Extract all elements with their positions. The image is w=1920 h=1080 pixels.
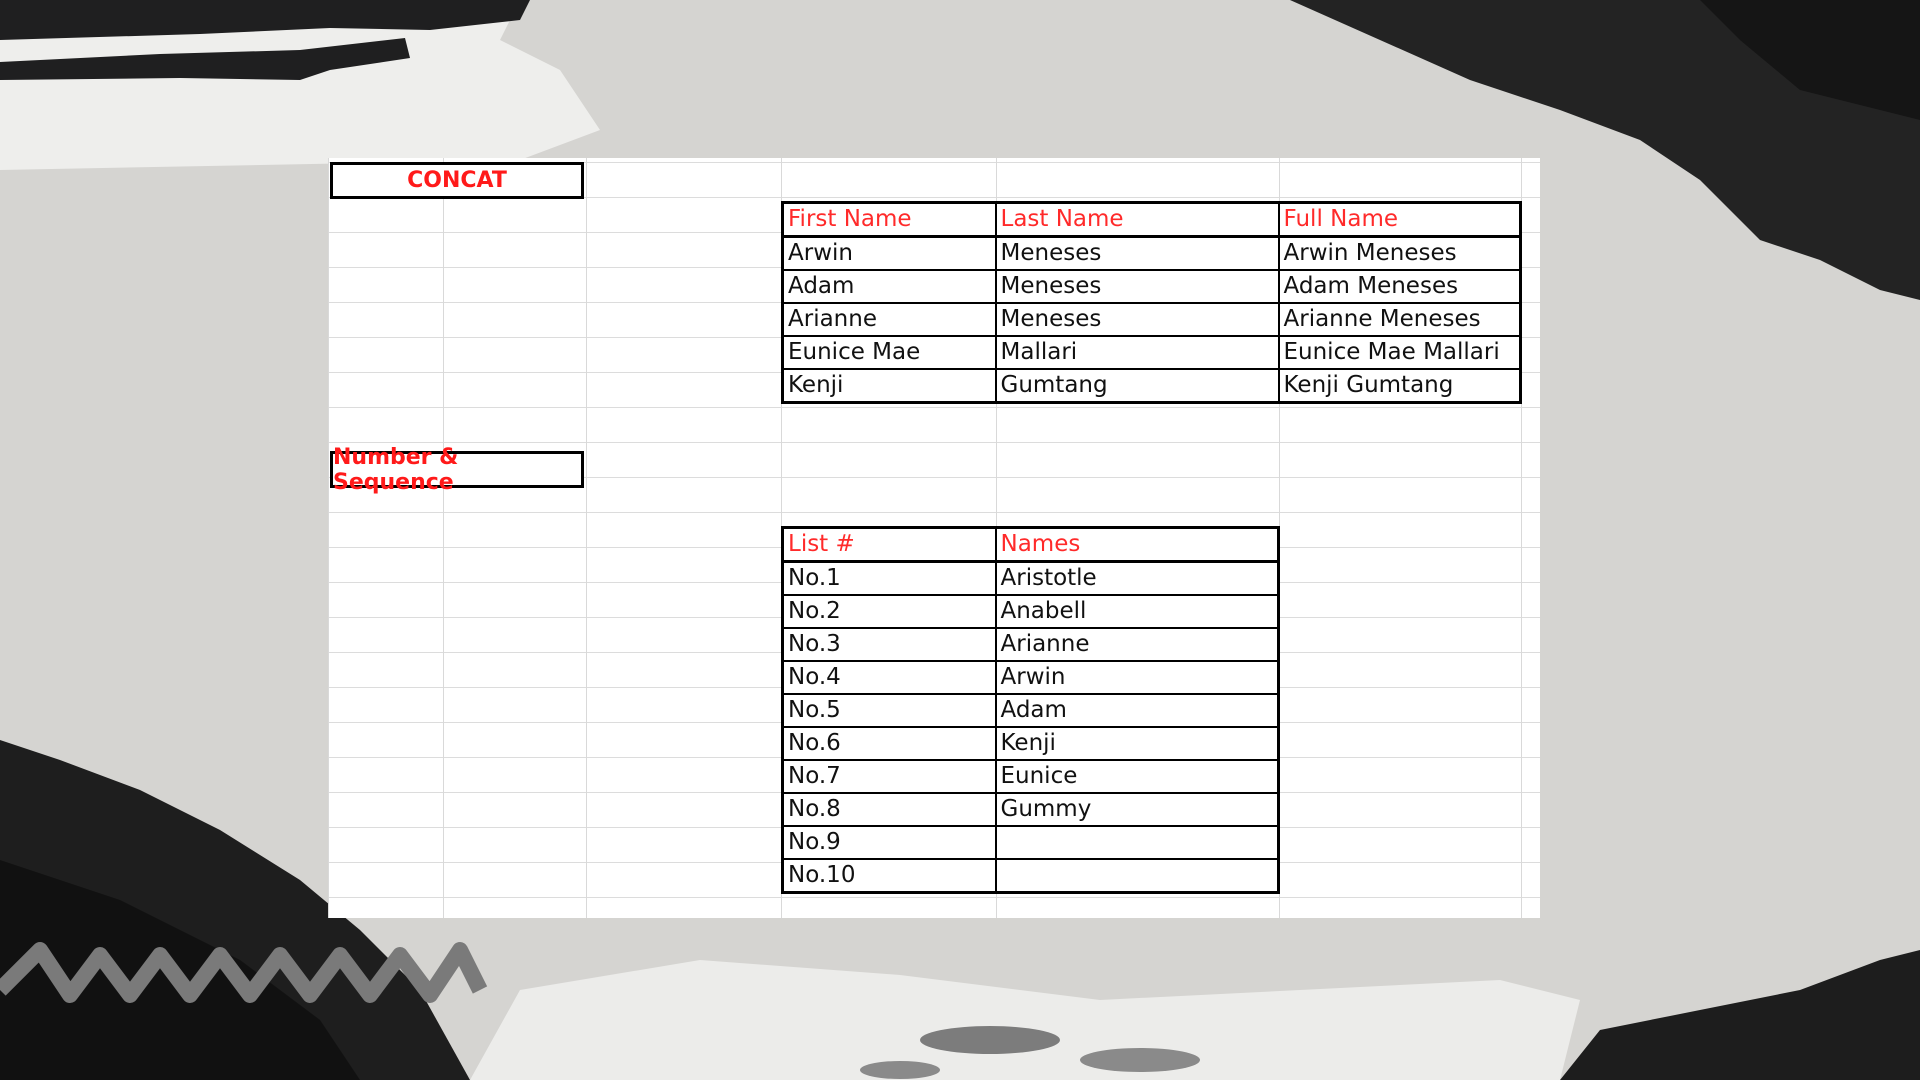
sequence-header-row	[783, 528, 1279, 562]
table-row	[783, 661, 1279, 694]
cell-name[interactable]	[996, 859, 1279, 893]
table-row	[783, 859, 1279, 893]
cell-first-name[interactable]: Eunice Mae	[783, 336, 996, 369]
concat-header-row	[783, 203, 1521, 237]
header-names[interactable]: Names	[996, 528, 1279, 562]
table-row	[783, 595, 1279, 628]
cell-list-number[interactable]: No.10	[783, 859, 996, 893]
cell-last-name[interactable]: Meneses	[996, 270, 1279, 303]
spreadsheet-panel	[328, 158, 1540, 918]
column-gridline	[586, 158, 587, 918]
table-row	[783, 562, 1279, 596]
cell-name[interactable]: Eunice	[996, 760, 1279, 793]
header-full-name[interactable]: Full Name	[1279, 203, 1521, 237]
header-list-number[interactable]: List #	[783, 528, 996, 562]
cell-last-name[interactable]: Meneses	[996, 303, 1279, 336]
cell-name[interactable]: Aristotle	[996, 562, 1279, 596]
cell-name[interactable]: Arianne	[996, 628, 1279, 661]
cell-full-name[interactable]: Eunice Mae Mallari	[1279, 336, 1521, 369]
table-row	[783, 727, 1279, 760]
cell-full-name[interactable]: Arianne Meneses	[1279, 303, 1521, 336]
cell-list-number[interactable]: No.8	[783, 793, 996, 826]
cell-last-name[interactable]: Gumtang	[996, 369, 1279, 403]
cell-full-name[interactable]: Kenji Gumtang	[1279, 369, 1521, 403]
table-row	[783, 826, 1279, 859]
cell-name[interactable]: Kenji	[996, 727, 1279, 760]
header-last-name[interactable]: Last Name	[996, 203, 1279, 237]
cell-list-number[interactable]: No.3	[783, 628, 996, 661]
table-row	[783, 237, 1521, 271]
cell-first-name[interactable]: Arianne	[783, 303, 996, 336]
cell-list-number[interactable]: No.7	[783, 760, 996, 793]
cell-list-number[interactable]: No.9	[783, 826, 996, 859]
sequence-table	[781, 526, 1280, 894]
cell-list-number[interactable]: No.6	[783, 727, 996, 760]
table-row	[783, 760, 1279, 793]
cell-full-name[interactable]: Adam Meneses	[1279, 270, 1521, 303]
cell-list-number[interactable]: No.1	[783, 562, 996, 596]
concat-table	[781, 201, 1522, 404]
header-first-name[interactable]: First Name	[783, 203, 996, 237]
table-row	[783, 336, 1521, 369]
column-gridline	[443, 158, 444, 918]
cell-name[interactable]: Adam	[996, 694, 1279, 727]
table-row	[783, 694, 1279, 727]
cell-full-name[interactable]: Arwin Meneses	[1279, 237, 1521, 271]
cell-name[interactable]: Anabell	[996, 595, 1279, 628]
table-row	[783, 793, 1279, 826]
cell-name[interactable]: Arwin	[996, 661, 1279, 694]
cell-last-name[interactable]: Meneses	[996, 237, 1279, 271]
table-row	[783, 369, 1521, 403]
number-sequence-label[interactable]: Number & Sequence	[330, 451, 584, 488]
cell-first-name[interactable]: Adam	[783, 270, 996, 303]
cell-name[interactable]: Gummy	[996, 793, 1279, 826]
cell-first-name[interactable]: Arwin	[783, 237, 996, 271]
cell-list-number[interactable]: No.4	[783, 661, 996, 694]
table-row	[783, 303, 1521, 336]
cell-name[interactable]	[996, 826, 1279, 859]
cell-list-number[interactable]: No.5	[783, 694, 996, 727]
cell-last-name[interactable]: Mallari	[996, 336, 1279, 369]
cell-first-name[interactable]: Kenji	[783, 369, 996, 403]
table-row	[783, 628, 1279, 661]
table-row	[783, 270, 1521, 303]
concat-label[interactable]: CONCAT	[330, 162, 584, 199]
cell-list-number[interactable]: No.2	[783, 595, 996, 628]
